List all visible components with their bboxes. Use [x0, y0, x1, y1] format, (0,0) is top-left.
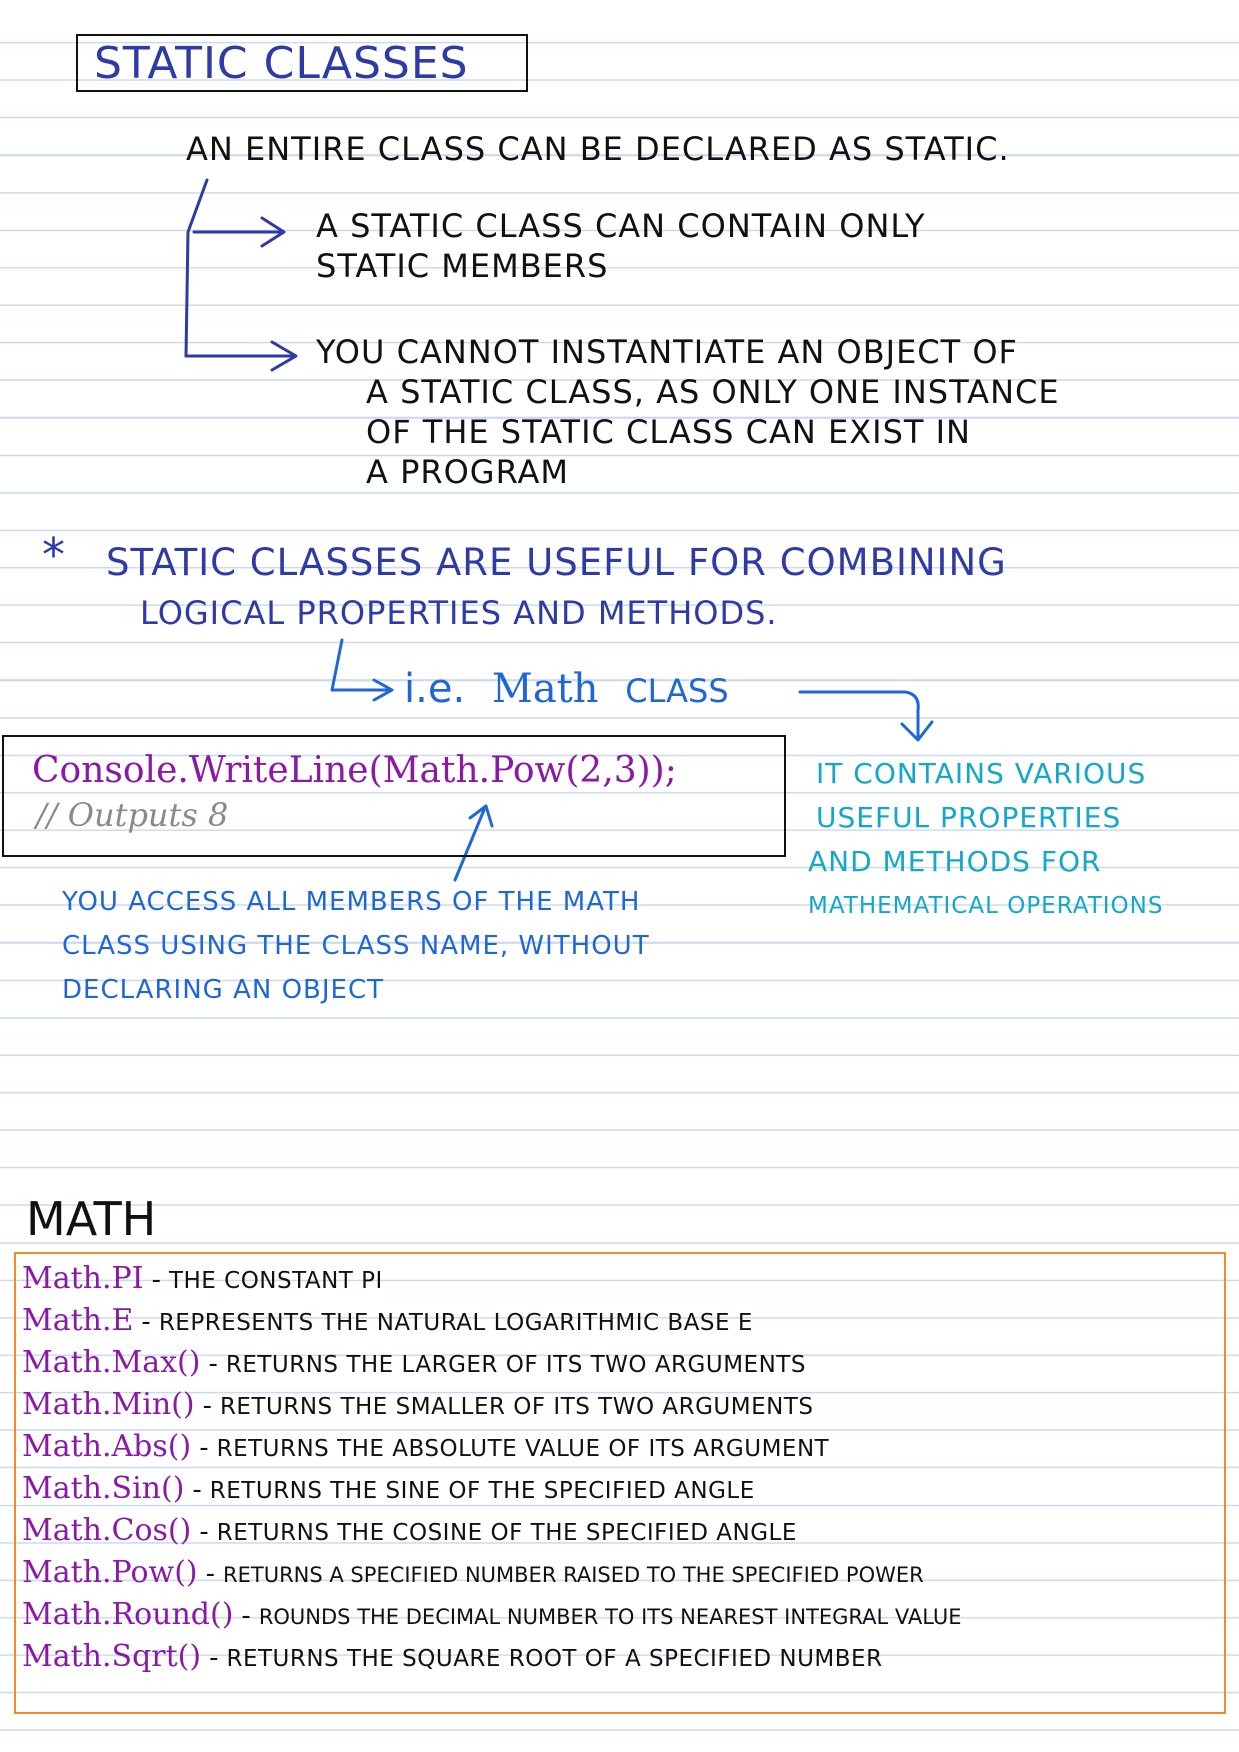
math-member-row: Math.Min() - RETURNS THE SMALLER OF ITS TWO ARGUMENTS [22, 1387, 814, 1422]
example-prefix: i.e. [404, 666, 466, 712]
math-member-name: Math.Abs() [22, 1429, 192, 1464]
math-class-example [404, 666, 729, 712]
math-member-desc: ROUNDS THE DECIMAL NUMBER TO ITS NEAREST INTEGRAL VALUE [258, 1605, 962, 1629]
useful-line: STATIC CLASSES ARE USEFUL FOR COMBINING [106, 541, 1007, 584]
code-comment: // Outputs 8 [36, 796, 229, 834]
asterisk-icon: * [42, 528, 65, 582]
math-heading: MATH [26, 1192, 157, 1246]
math-member-name: Math.Sqrt() [22, 1639, 202, 1674]
point-no-instantiation [316, 332, 1060, 492]
contains-line: AND METHODS FOR [808, 845, 1102, 878]
intro-statement: AN ENTIRE CLASS CAN BE DECLARED AS STATIC. [186, 130, 1010, 168]
math-member-name: Math.Pow() [22, 1555, 198, 1590]
math-member-desc: RETURNS THE LARGER OF ITS TWO ARGUMENTS [225, 1352, 806, 1378]
example-suffix: CLASS [625, 672, 729, 710]
math-member-name: Math.E [22, 1303, 134, 1338]
math-member-row: Math.Abs() - RETURNS THE ABSOLUTE VALUE OF ITS ARGUMENT [22, 1429, 830, 1464]
point-line: A STATIC CLASS CAN CONTAIN ONLY [316, 207, 926, 245]
math-member-desc: RETURNS THE ABSOLUTE VALUE OF ITS ARGUMENT [216, 1436, 830, 1462]
branch-arrow-1 [194, 218, 284, 246]
math-members-list [22, 1258, 1218, 1678]
math-member-desc: RETURNS THE SMALLER OF ITS TWO ARGUMENTS [219, 1394, 814, 1420]
contains-line: MATHEMATICAL OPERATIONS [808, 893, 1164, 919]
access-line: YOU ACCESS ALL MEMBERS OF THE MATH [62, 887, 641, 917]
math-member-name: Math.Cos() [22, 1513, 192, 1548]
math-member-desc: RETURNS THE COSINE OF THE SPECIFIED ANGLE [216, 1520, 797, 1546]
contains-line: USEFUL PROPERTIES [816, 801, 1122, 834]
code-line: Console.WriteLine(Math.Pow(2,3)); [32, 750, 677, 791]
math-member-row: Math.Pow() - RETURNS A SPECIFIED NUMBER RAISED TO THE SPECIFIED POWER [22, 1555, 924, 1590]
contains-line: IT CONTAINS VARIOUS [816, 757, 1147, 790]
point-line: YOU CANNOT INSTANTIATE AN OBJECT OF [316, 333, 1018, 371]
math-member-desc: THE CONSTANT PI [168, 1268, 383, 1294]
useful-line: LOGICAL PROPERTIES AND METHODS. [140, 594, 778, 632]
access-note [62, 880, 650, 1012]
math-member-name: Math.Round() [22, 1597, 234, 1632]
contains-arrow [800, 692, 932, 740]
math-member-name: Math.Min() [22, 1387, 195, 1422]
math-member-row: Math.PI - THE CONSTANT PI [22, 1261, 383, 1296]
math-member-name: Math.Max() [22, 1345, 201, 1380]
math-member-desc: RETURNS THE SINE OF THE SPECIFIED ANGLE [209, 1478, 755, 1504]
math-member-name: Math.Sin() [22, 1471, 185, 1506]
branch-arrow-2 [186, 342, 296, 370]
branch-line [186, 180, 265, 356]
math-member-row: Math.Round() - ROUNDS THE DECIMAL NUMBER TO ITS NEAREST INTEGRAL VALUE [22, 1597, 962, 1632]
point-static-members [316, 206, 926, 286]
access-line: DECLARING AN OBJECT [62, 975, 384, 1005]
math-member-desc: RETURNS A SPECIFIED NUMBER RAISED TO THE SPECIFIED POWER [223, 1563, 924, 1587]
access-line: CLASS USING THE CLASS NAME, WITHOUT [62, 931, 650, 961]
math-member-desc: REPRESENTS THE NATURAL LOGARITHMIC BASE E [158, 1310, 753, 1336]
math-member-row: Math.Sin() - RETURNS THE SINE OF THE SPECIFIED ANGLE [22, 1471, 755, 1506]
point-line: A PROGRAM [366, 453, 570, 491]
math-member-row: Math.E - REPRESENTS THE NATURAL LOGARITHMIC BASE E [22, 1303, 753, 1338]
math-member-row: Math.Max() - RETURNS THE LARGER OF ITS TWO ARGUMENTS [22, 1345, 806, 1380]
example-arrow [332, 640, 392, 700]
example-name: Math [491, 666, 599, 712]
point-line: OF THE STATIC CLASS CAN EXIST IN [366, 413, 971, 451]
math-member-name: Math.PI [22, 1261, 144, 1296]
point-line: A STATIC CLASS, AS ONLY ONE INSTANCE [366, 373, 1060, 411]
math-member-desc: RETURNS THE SQUARE ROOT OF A SPECIFIED NUMBER [226, 1646, 883, 1672]
math-member-row: Math.Sqrt() - RETURNS THE SQUARE ROOT OF A SPECIFIED NUMBER [22, 1639, 883, 1674]
useful-note [106, 538, 1007, 638]
math-member-row: Math.Cos() - RETURNS THE COSINE OF THE SPECIFIED ANGLE [22, 1513, 797, 1548]
page-title: STATIC CLASSES [94, 38, 469, 89]
point-line: STATIC MEMBERS [316, 247, 609, 285]
contains-note [808, 752, 1164, 928]
